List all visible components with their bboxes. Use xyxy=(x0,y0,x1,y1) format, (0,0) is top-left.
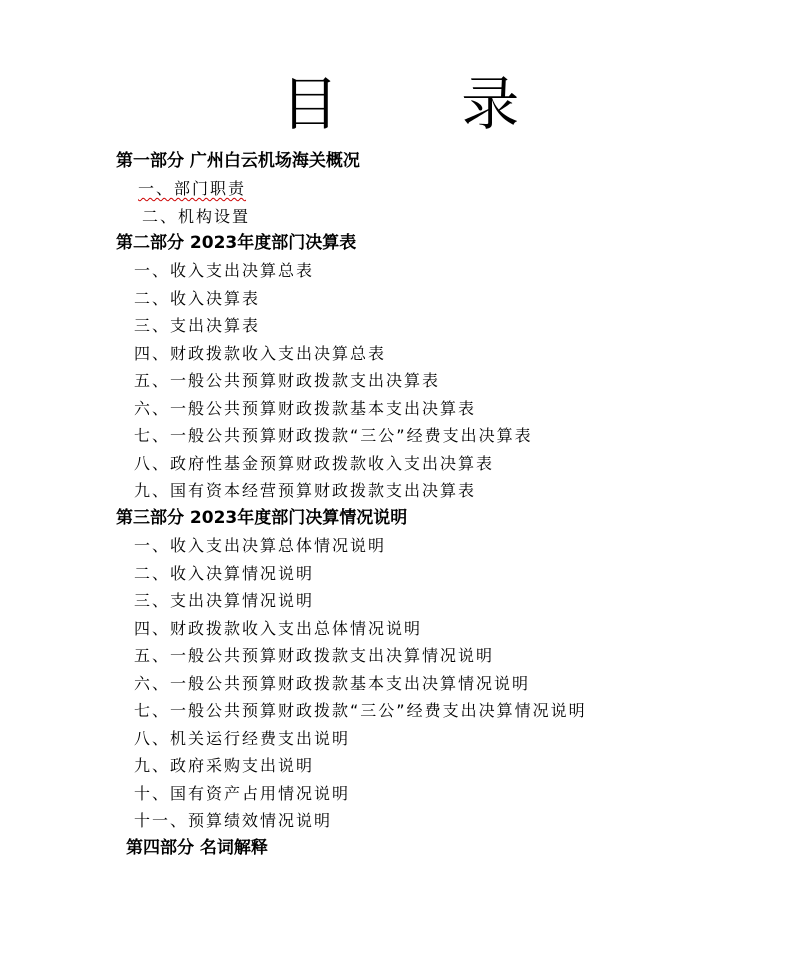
toc-item: 九、国有资本经营预算财政拨款支出决算表 xyxy=(134,481,477,500)
toc-item: 十、国有资产占用情况说明 xyxy=(134,784,351,803)
toc-item: 一、收入支出决算总体情况说明 xyxy=(134,536,387,555)
toc-item: 二、收入决算表 xyxy=(134,289,261,308)
toc-item-label: 一、部门职责 xyxy=(138,179,247,198)
toc-item: 五、一般公共预算财政拨款支出决算表 xyxy=(134,371,441,390)
toc-item: 九、政府采购支出说明 xyxy=(134,756,315,775)
toc-item: 六、一般公共预算财政拨款基本支出决算表 xyxy=(134,399,477,418)
toc-item xyxy=(138,175,246,202)
toc-item: 六、一般公共预算财政拨款基本支出决算情况说明 xyxy=(134,674,531,693)
toc-item: 二、机构设置 xyxy=(142,207,251,226)
toc-item: 七、一般公共预算财政拨款“三公”经费支出决算表 xyxy=(134,426,533,445)
toc-part-heading-2: 第二部分 2023年度部门决算表 xyxy=(116,233,357,253)
toc-item: 三、支出决算表 xyxy=(134,316,261,335)
page-title: 目 录 xyxy=(280,70,572,138)
toc-item: 七、一般公共预算财政拨款“三公”经费支出决算情况说明 xyxy=(134,701,587,720)
toc-item: 一、收入支出决算总表 xyxy=(134,261,315,280)
toc-item: 三、支出决算情况说明 xyxy=(134,591,315,610)
toc-part-heading-1: 第一部分 广州白云机场海关概况 xyxy=(116,151,360,171)
toc-item: 四、财政拨款收入支出总体情况说明 xyxy=(134,619,423,638)
toc-part-heading-4: 第四部分 名词解释 xyxy=(126,838,268,858)
toc-item: 十一、预算绩效情况说明 xyxy=(134,811,333,830)
toc-item: 四、财政拨款收入支出决算总表 xyxy=(134,344,387,363)
toc-item: 二、收入决算情况说明 xyxy=(134,564,315,583)
toc-item: 八、机关运行经费支出说明 xyxy=(134,729,351,748)
toc-item: 五、一般公共预算财政拨款支出决算情况说明 xyxy=(134,646,495,665)
toc-part-heading-3: 第三部分 2023年度部门决算情况说明 xyxy=(116,508,408,528)
toc-item: 八、政府性基金预算财政拨款收入支出决算表 xyxy=(134,454,495,473)
